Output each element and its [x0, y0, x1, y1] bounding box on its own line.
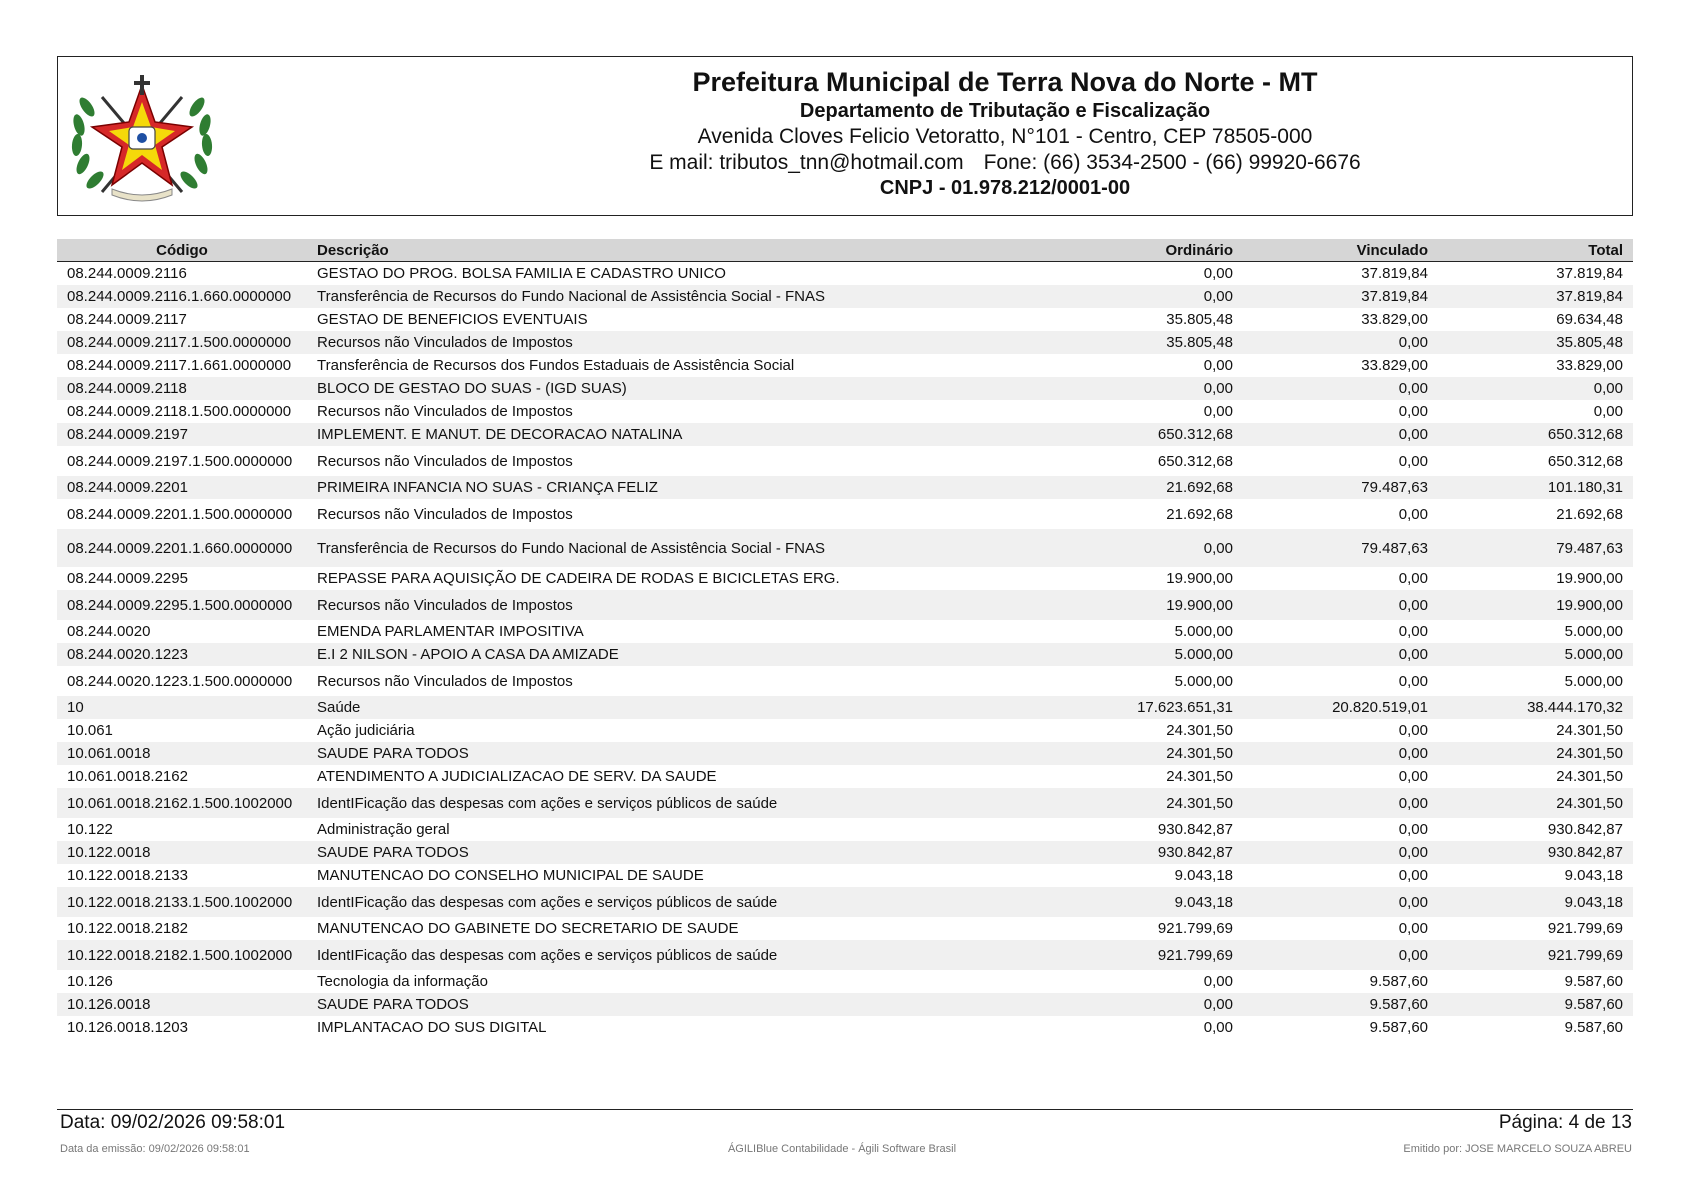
- cell-code: 10.126.0018: [57, 993, 307, 1016]
- header-text-block: [478, 67, 1532, 200]
- cell-total: 101.180,31: [1438, 476, 1633, 499]
- cell-description: SAUDE PARA TODOS: [307, 993, 1048, 1016]
- cell-ordinary: 35.805,48: [1048, 331, 1243, 354]
- cell-linked: 0,00: [1243, 864, 1438, 887]
- cell-total: 930.842,87: [1438, 841, 1633, 864]
- contact-line: [478, 151, 1532, 175]
- table-row: [57, 262, 1633, 286]
- cell-code: 10.126: [57, 970, 307, 993]
- table-row: [57, 377, 1633, 400]
- cell-total: 9.587,60: [1438, 993, 1633, 1016]
- cell-total: 33.829,00: [1438, 354, 1633, 377]
- table-row: [57, 841, 1633, 864]
- cell-code: 08.244.0009.2201.1.500.0000000: [57, 499, 307, 529]
- table-row: [57, 917, 1633, 940]
- cell-code: 08.244.0009.2117.1.500.0000000: [57, 331, 307, 354]
- cell-ordinary: 35.805,48: [1048, 308, 1243, 331]
- cell-total: 19.900,00: [1438, 590, 1633, 620]
- cell-linked: 0,00: [1243, 887, 1438, 917]
- table-row: [57, 567, 1633, 590]
- cell-code: 08.244.0009.2117: [57, 308, 307, 331]
- cell-ordinary: 921.799,69: [1048, 917, 1243, 940]
- cell-code: 08.244.0009.2197.1.500.0000000: [57, 446, 307, 476]
- cell-code: 10.122.0018.2133.1.500.1002000: [57, 887, 307, 917]
- table-body: [57, 262, 1633, 1040]
- column-header-linked: Vinculado: [1243, 239, 1438, 262]
- cell-ordinary: 24.301,50: [1048, 742, 1243, 765]
- cell-code: 08.244.0009.2116: [57, 262, 307, 286]
- cell-linked: 9.587,60: [1243, 970, 1438, 993]
- cell-linked: 0,00: [1243, 841, 1438, 864]
- cell-code: 08.244.0020: [57, 620, 307, 643]
- cell-ordinary: 5.000,00: [1048, 643, 1243, 666]
- cell-description: GESTAO DE BENEFICIOS EVENTUAIS: [307, 308, 1048, 331]
- cell-description: Transferência de Recursos do Fundo Nacional de Assistência Social - FNAS: [307, 285, 1048, 308]
- cell-ordinary: 5.000,00: [1048, 666, 1243, 696]
- cell-code: 10: [57, 696, 307, 719]
- cell-description: IdentIFicação das despesas com ações e serviços públicos de saúde: [307, 887, 1048, 917]
- cell-ordinary: 0,00: [1048, 285, 1243, 308]
- cell-code: 08.244.0020.1223: [57, 643, 307, 666]
- cell-total: 24.301,50: [1438, 765, 1633, 788]
- cell-linked: 0,00: [1243, 818, 1438, 841]
- cell-ordinary: 9.043,18: [1048, 887, 1243, 917]
- table-row: [57, 308, 1633, 331]
- cell-total: 38.444.170,32: [1438, 696, 1633, 719]
- table-row: [57, 719, 1633, 742]
- cell-total: 37.819,84: [1438, 285, 1633, 308]
- cell-ordinary: 24.301,50: [1048, 788, 1243, 818]
- cell-code: 10.061.0018: [57, 742, 307, 765]
- table-row: [57, 970, 1633, 993]
- cell-description: ATENDIMENTO A JUDICIALIZACAO DE SERV. DA SAUDE: [307, 765, 1048, 788]
- cell-total: 9.043,18: [1438, 864, 1633, 887]
- table-row: [57, 400, 1633, 423]
- cell-description: GESTAO DO PROG. BOLSA FAMILIA E CADASTRO UNICO: [307, 262, 1048, 286]
- cell-ordinary: 21.692,68: [1048, 476, 1243, 499]
- cell-code: 10.061.0018.2162.1.500.1002000: [57, 788, 307, 818]
- cell-linked: 33.829,00: [1243, 354, 1438, 377]
- cell-ordinary: 0,00: [1048, 400, 1243, 423]
- table-header-row: [57, 239, 1633, 262]
- cell-description: PRIMEIRA INFANCIA NO SUAS - CRIANÇA FELIZ: [307, 476, 1048, 499]
- cell-ordinary: 0,00: [1048, 1016, 1243, 1039]
- cell-code: 08.244.0009.2116.1.660.0000000: [57, 285, 307, 308]
- cell-ordinary: 0,00: [1048, 262, 1243, 286]
- cell-linked: 0,00: [1243, 765, 1438, 788]
- table-row: [57, 620, 1633, 643]
- cell-code: 10.122.0018.2133: [57, 864, 307, 887]
- cell-ordinary: 24.301,50: [1048, 765, 1243, 788]
- cell-ordinary: 650.312,68: [1048, 423, 1243, 446]
- page-indicator: Página: 4 de 13: [1498, 1112, 1632, 1133]
- cell-description: Recursos não Vinculados de Impostos: [307, 590, 1048, 620]
- cell-total: 650.312,68: [1438, 446, 1633, 476]
- table-row: [57, 499, 1633, 529]
- cell-linked: 9.587,60: [1243, 993, 1438, 1016]
- cell-total: 0,00: [1438, 377, 1633, 400]
- cell-description: IdentIFicação das despesas com ações e serviços públicos de saúde: [307, 788, 1048, 818]
- cell-code: 10.122.0018.2182: [57, 917, 307, 940]
- cell-linked: 79.487,63: [1243, 529, 1438, 567]
- cell-linked: 0,00: [1243, 423, 1438, 446]
- cell-total: 9.587,60: [1438, 970, 1633, 993]
- cell-linked: 0,00: [1243, 377, 1438, 400]
- table-row: [57, 1016, 1633, 1039]
- cell-code: 08.244.0020.1223.1.500.0000000: [57, 666, 307, 696]
- cell-code: 08.244.0009.2118.1.500.0000000: [57, 400, 307, 423]
- cell-description: E.I 2 NILSON - APOIO A CASA DA AMIZADE: [307, 643, 1048, 666]
- cell-linked: 37.819,84: [1243, 285, 1438, 308]
- cell-ordinary: 0,00: [1048, 529, 1243, 567]
- cell-total: 5.000,00: [1438, 643, 1633, 666]
- cell-code: 10.061: [57, 719, 307, 742]
- cell-total: 930.842,87: [1438, 818, 1633, 841]
- cell-total: 37.819,84: [1438, 262, 1633, 286]
- table-row: [57, 765, 1633, 788]
- table-row: [57, 285, 1633, 308]
- cell-code: 08.244.0009.2117.1.661.0000000: [57, 354, 307, 377]
- table-row: [57, 331, 1633, 354]
- cell-description: Recursos não Vinculados de Impostos: [307, 666, 1048, 696]
- cell-linked: 0,00: [1243, 620, 1438, 643]
- cell-linked: 9.587,60: [1243, 1016, 1438, 1039]
- cell-total: 69.634,48: [1438, 308, 1633, 331]
- software-credit: ÁGILIBlue Contabilidade - Ágili Software Brasil: [727, 1143, 957, 1155]
- table-row: [57, 993, 1633, 1016]
- address-line: Avenida Cloves Felicio Vetoratto, N°101 - Centro, CEP 78505-000: [697, 125, 1313, 149]
- cell-description: Tecnologia da informação: [307, 970, 1048, 993]
- cell-code: 10.061.0018.2162: [57, 765, 307, 788]
- municipality-title: Prefeitura Municipal de Terra Nova do Norte - MT: [692, 67, 1318, 97]
- table-row: [57, 423, 1633, 446]
- cell-description: IMPLEMENT. E MANUT. DE DECORACAO NATALINA: [307, 423, 1048, 446]
- cell-description: Saúde: [307, 696, 1048, 719]
- cell-total: 650.312,68: [1438, 423, 1633, 446]
- budget-table: [57, 239, 1633, 1039]
- emission-date: Data da emissão: 09/02/2026 09:58:01: [60, 1143, 250, 1155]
- cell-code: 08.244.0009.2118: [57, 377, 307, 400]
- column-header-ordinary: Ordinário: [1048, 239, 1243, 262]
- cell-description: REPASSE PARA AQUISIÇÃO DE CADEIRA DE RODAS E BICICLETAS ERG.: [307, 567, 1048, 590]
- cell-description: Recursos não Vinculados de Impostos: [307, 400, 1048, 423]
- cell-linked: 0,00: [1243, 643, 1438, 666]
- cell-linked: 0,00: [1243, 666, 1438, 696]
- cell-linked: 0,00: [1243, 742, 1438, 765]
- cell-description: Ação judiciária: [307, 719, 1048, 742]
- cell-description: Recursos não Vinculados de Impostos: [307, 499, 1048, 529]
- cell-description: BLOCO DE GESTAO DO SUAS - (IGD SUAS): [307, 377, 1048, 400]
- issuer-name: Emitido por: JOSE MARCELO SOUZA ABREU: [1403, 1143, 1632, 1155]
- cell-description: Recursos não Vinculados de Impostos: [307, 446, 1048, 476]
- table-row: [57, 476, 1633, 499]
- cell-total: 24.301,50: [1438, 788, 1633, 818]
- cell-description: IMPLANTACAO DO SUS DIGITAL: [307, 1016, 1048, 1039]
- municipal-crest-logo: [67, 67, 217, 205]
- table-row: [57, 529, 1633, 567]
- cell-ordinary: 9.043,18: [1048, 864, 1243, 887]
- footer-divider: [57, 1109, 1633, 1110]
- table-row: [57, 643, 1633, 666]
- cell-ordinary: 24.301,50: [1048, 719, 1243, 742]
- cell-total: 9.587,60: [1438, 1016, 1633, 1039]
- column-header-description: Descrição: [307, 239, 1048, 262]
- cell-linked: 33.829,00: [1243, 308, 1438, 331]
- cell-linked: 0,00: [1243, 590, 1438, 620]
- table-row: [57, 696, 1633, 719]
- cell-description: Administração geral: [307, 818, 1048, 841]
- cell-ordinary: 930.842,87: [1048, 841, 1243, 864]
- cell-code: 10.122.0018: [57, 841, 307, 864]
- cell-total: 21.692,68: [1438, 499, 1633, 529]
- cell-ordinary: 921.799,69: [1048, 940, 1243, 970]
- cell-description: SAUDE PARA TODOS: [307, 742, 1048, 765]
- cell-linked: 0,00: [1243, 917, 1438, 940]
- cell-code: 08.244.0009.2197: [57, 423, 307, 446]
- table-row: [57, 666, 1633, 696]
- cell-ordinary: 930.842,87: [1048, 818, 1243, 841]
- cell-linked: 20.820.519,01: [1243, 696, 1438, 719]
- cell-linked: 0,00: [1243, 446, 1438, 476]
- table-row: [57, 788, 1633, 818]
- cell-code: 08.244.0009.2201: [57, 476, 307, 499]
- cell-description: EMENDA PARLAMENTAR IMPOSITIVA: [307, 620, 1048, 643]
- cell-code: 10.122: [57, 818, 307, 841]
- cell-linked: 79.487,63: [1243, 476, 1438, 499]
- cell-linked: 0,00: [1243, 400, 1438, 423]
- department-name: Departamento de Tributação e Fiscalização: [799, 100, 1211, 123]
- cell-total: 5.000,00: [1438, 666, 1633, 696]
- table-row: [57, 940, 1633, 970]
- cell-ordinary: 0,00: [1048, 377, 1243, 400]
- table-row: [57, 742, 1633, 765]
- table-row: [57, 354, 1633, 377]
- cell-ordinary: 19.900,00: [1048, 567, 1243, 590]
- cell-ordinary: 5.000,00: [1048, 620, 1243, 643]
- table-row: [57, 864, 1633, 887]
- cell-linked: 0,00: [1243, 499, 1438, 529]
- table-row: [57, 818, 1633, 841]
- cell-total: 0,00: [1438, 400, 1633, 423]
- cell-ordinary: 650.312,68: [1048, 446, 1243, 476]
- cell-description: Transferência de Recursos do Fundo Nacional de Assistência Social - FNAS: [307, 529, 1048, 567]
- cell-linked: 0,00: [1243, 567, 1438, 590]
- cell-code: 08.244.0009.2295: [57, 567, 307, 590]
- cell-description: Recursos não Vinculados de Impostos: [307, 331, 1048, 354]
- cell-linked: 0,00: [1243, 719, 1438, 742]
- table-row: [57, 887, 1633, 917]
- table-row: [57, 446, 1633, 476]
- cell-code: 08.244.0009.2201.1.660.0000000: [57, 529, 307, 567]
- cell-total: 24.301,50: [1438, 742, 1633, 765]
- cell-code: 10.126.0018.1203: [57, 1016, 307, 1039]
- cell-ordinary: 0,00: [1048, 354, 1243, 377]
- cell-total: 9.043,18: [1438, 887, 1633, 917]
- column-header-code: Código: [57, 239, 307, 262]
- phone-text: Fone: (66) 3534-2500 - (66) 99920-6676: [983, 151, 1361, 175]
- cell-total: 19.900,00: [1438, 567, 1633, 590]
- cell-ordinary: 17.623.651,31: [1048, 696, 1243, 719]
- cell-description: SAUDE PARA TODOS: [307, 841, 1048, 864]
- cell-code: 08.244.0009.2295.1.500.0000000: [57, 590, 307, 620]
- column-header-total: Total: [1438, 239, 1633, 262]
- cell-total: 921.799,69: [1438, 917, 1633, 940]
- cell-total: 24.301,50: [1438, 719, 1633, 742]
- cell-linked: 0,00: [1243, 331, 1438, 354]
- cell-total: 921.799,69: [1438, 940, 1633, 970]
- cell-total: 5.000,00: [1438, 620, 1633, 643]
- cell-ordinary: 19.900,00: [1048, 590, 1243, 620]
- table-row: [57, 590, 1633, 620]
- email-text: E mail: tributos_tnn@hotmail.com: [649, 151, 964, 175]
- cell-code: 10.122.0018.2182.1.500.1002000: [57, 940, 307, 970]
- cell-ordinary: 21.692,68: [1048, 499, 1243, 529]
- cell-linked: 0,00: [1243, 788, 1438, 818]
- cell-ordinary: 0,00: [1048, 970, 1243, 993]
- cell-total: 79.487,63: [1438, 529, 1633, 567]
- cell-linked: 37.819,84: [1243, 262, 1438, 286]
- cell-description: MANUTENCAO DO CONSELHO MUNICIPAL DE SAUDE: [307, 864, 1048, 887]
- cell-description: MANUTENCAO DO GABINETE DO SECRETARIO DE SAUDE: [307, 917, 1048, 940]
- cell-linked: 0,00: [1243, 940, 1438, 970]
- cell-ordinary: 0,00: [1048, 993, 1243, 1016]
- document-header: [57, 56, 1633, 216]
- cell-total: 35.805,48: [1438, 331, 1633, 354]
- cell-description: IdentIFicação das despesas com ações e serviços públicos de saúde: [307, 940, 1048, 970]
- cnpj-line: CNPJ - 01.978.212/0001-00: [879, 177, 1131, 200]
- footer-date: Data: 09/02/2026 09:58:01: [60, 1112, 286, 1133]
- cell-description: Transferência de Recursos dos Fundos Estaduais de Assistência Social: [307, 354, 1048, 377]
